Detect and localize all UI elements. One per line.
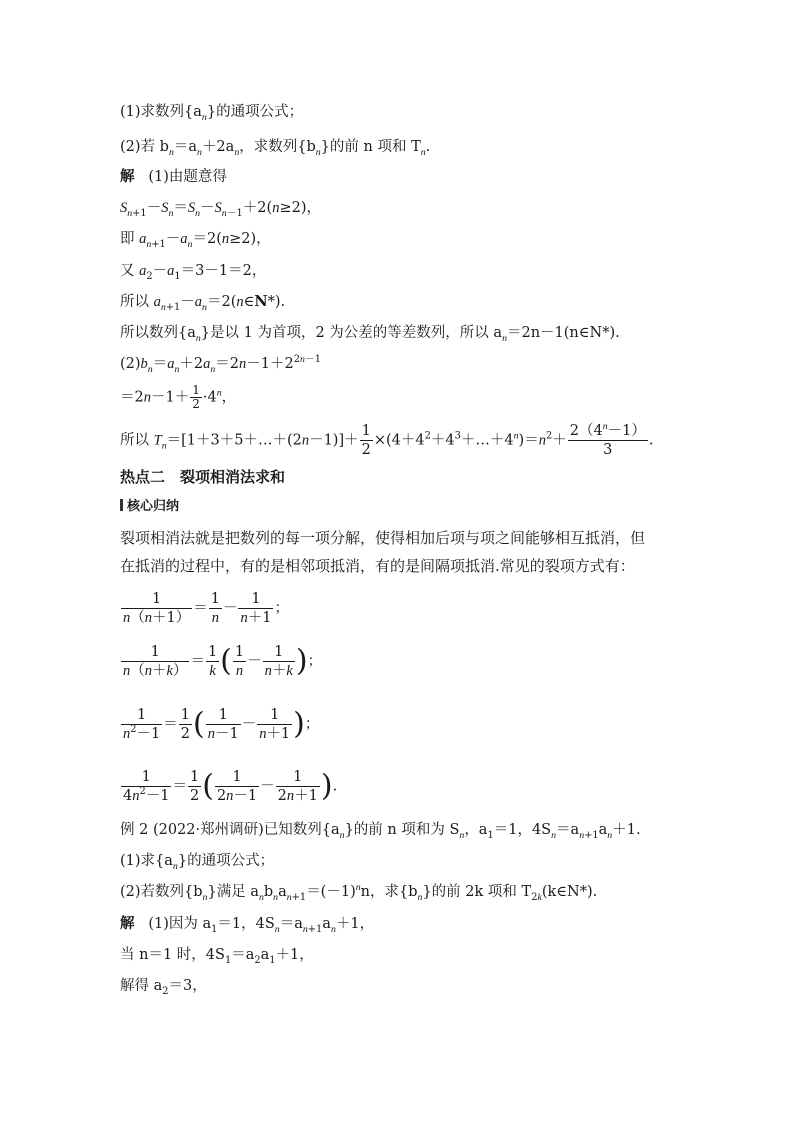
equation-line: 所以 $T_n=[1+3+5+\dots+(2n-1)]+$ $\frac{1}{2}$ $\times(4+4^2+4^3+\dots+4^n)=n^2+$ $\frac{2(4^n-1)}{3}$ .: [120, 421, 654, 458]
equation-line: 即 $a_{n+1}-a_n=2(n\ge 2)$，: [120, 231, 271, 250]
example-2: 例 2 (2022·郑州调研)已知数列$\{a_n\}$的前 n 项和为 $S_n$，$a_1=1$，$4S_n=a_{n+1}a_n+1$.: [120, 822, 641, 841]
question-1: (1)求数列$\{a_n\}$的通项公式；: [120, 104, 304, 123]
core-paragraph: 裂项相消法就是把数列的每一项分解，使得相加后项与项之间能够相互抵消，但 在抵消的过程中，有的是相邻项抵消，有的是间隔项抵消.常见的裂项方式有：: [120, 529, 646, 575]
example-2-question-1: (1)求$\{a_n\}$的通项公式；: [120, 853, 275, 872]
example-2-question-2: (2)若数列$\{b_n\}$满足 $a_nb_na_{n+1}=(-1)^nn$，求$\{b_n\}$的前 2k 项和 $T_{2k}(k\in N*)$.: [120, 882, 598, 903]
formula-4: $\frac{1}{4n^2-1}$ ＝ $\frac{1}{2}$ ( $\frac{1}{2n-1}$ － $\frac{1}{2n+1}$ ).: [123, 768, 338, 804]
formula-1: $\frac{1}{n(n+1)}$ ＝ $\frac{1}{n}$ － $\frac{1}{n+1}$ ；: [123, 591, 289, 626]
equation-line: 所以 $a_{n+1}-a_n=2(n\in N*)$.: [120, 293, 286, 313]
example-2-solution: 解 (1)因为 $a_1=1$，$4S_n=a_{n+1}a_n+1$，: [120, 915, 375, 935]
subsection-heading: 核心归纳: [120, 497, 179, 517]
marker-bar-icon: [120, 499, 123, 511]
solution-heading: 解 (1)由题意得: [120, 168, 227, 185]
equation-line: 解得 $a_2=3$，: [120, 978, 207, 997]
conclusion-line: 所以数列$\{a_n\}$是以 1 为首项，2 为公差的等差数列，所以 $a_n=2n-1(n\in N*)$.: [120, 325, 620, 344]
equation-line: $S_{n+1}-S_n=S_n-S_{n-1}+2(n\ge 2)$，: [120, 200, 321, 219]
section-heading: 热点二 裂项相消法求和: [120, 468, 286, 486]
question-2: (2)若 $b_n=a_n+2a_n$，求数列$\{b_n\}$的前 n 项和 $T_n$.: [120, 139, 431, 158]
equation-line: 当 n＝1 时，$4S_1=a_2a_1+1$，: [120, 947, 314, 966]
formula-2: $\frac{1}{n(n+k)}$ ＝ $\frac{1}{k}$ ( $\frac{1}{n}$ － $\frac{1}{n+k}$ )；: [123, 643, 323, 679]
formula-3: $\frac{1}{n^2-1}$ ＝ $\frac{1}{2}$ ( $\frac{1}{n-1}$ － $\frac{1}{n+1}$ )；: [123, 706, 320, 742]
equation-line: ＝2n－1＋ $\frac{1}{2}$ $\cdot 4^n$，: [120, 383, 237, 411]
equation-line: $(2)b_n=a_n+2a_n=2n-1+2^{2n-1}$: [120, 354, 322, 375]
equation-line: 又 $a_2-a_1=3-1=2$，: [120, 263, 267, 282]
